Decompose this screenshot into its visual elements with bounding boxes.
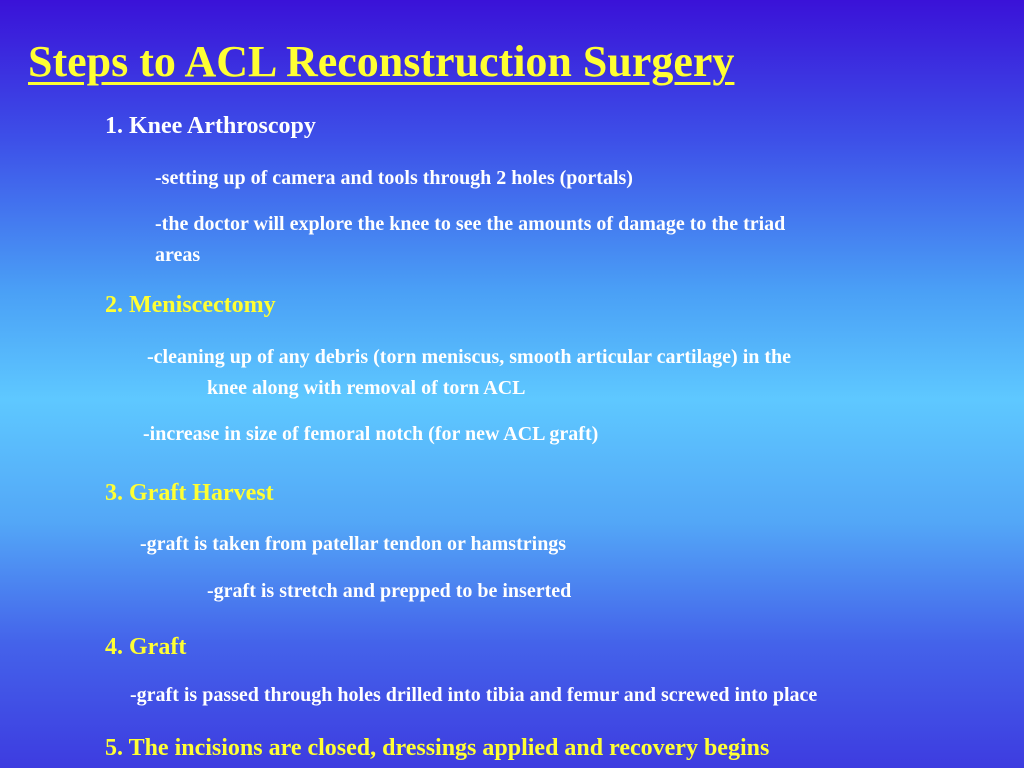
step-4-heading: 4. Graft [105, 634, 187, 660]
step-3-line-2: -graft is stretch and prepped to be inserted [207, 580, 572, 602]
step-1-line-1: -setting up of camera and tools through 2 holes (portals) [155, 167, 633, 189]
step-2-heading: 2. Meniscectomy [105, 292, 276, 318]
step-4-line-1: -graft is passed through holes drilled into tibia and femur and screwed into place [130, 684, 818, 706]
step-1-line-3: areas [155, 244, 201, 266]
step-3-heading: 3. Graft Harvest [105, 480, 274, 506]
step-2-line-3: -increase in size of femoral notch (for new ACL graft) [143, 423, 599, 445]
slide-title: Steps to ACL Reconstruction Surgery [28, 37, 735, 86]
step-1-line-2: -the doctor will explore the knee to see the amounts of damage to the triad [155, 213, 786, 235]
step-2-line-2: knee along with removal of torn ACL [207, 377, 526, 399]
step-1-heading: 1. Knee Arthroscopy [105, 113, 316, 139]
step-5-heading: 5. The incisions are closed, dressings applied and recovery begins [105, 735, 770, 761]
step-3-line-1: -graft is taken from patellar tendon or hamstrings [140, 533, 567, 555]
step-2-line-1: -cleaning up of any debris (torn meniscus, smooth articular cartilage) in the [147, 346, 792, 368]
